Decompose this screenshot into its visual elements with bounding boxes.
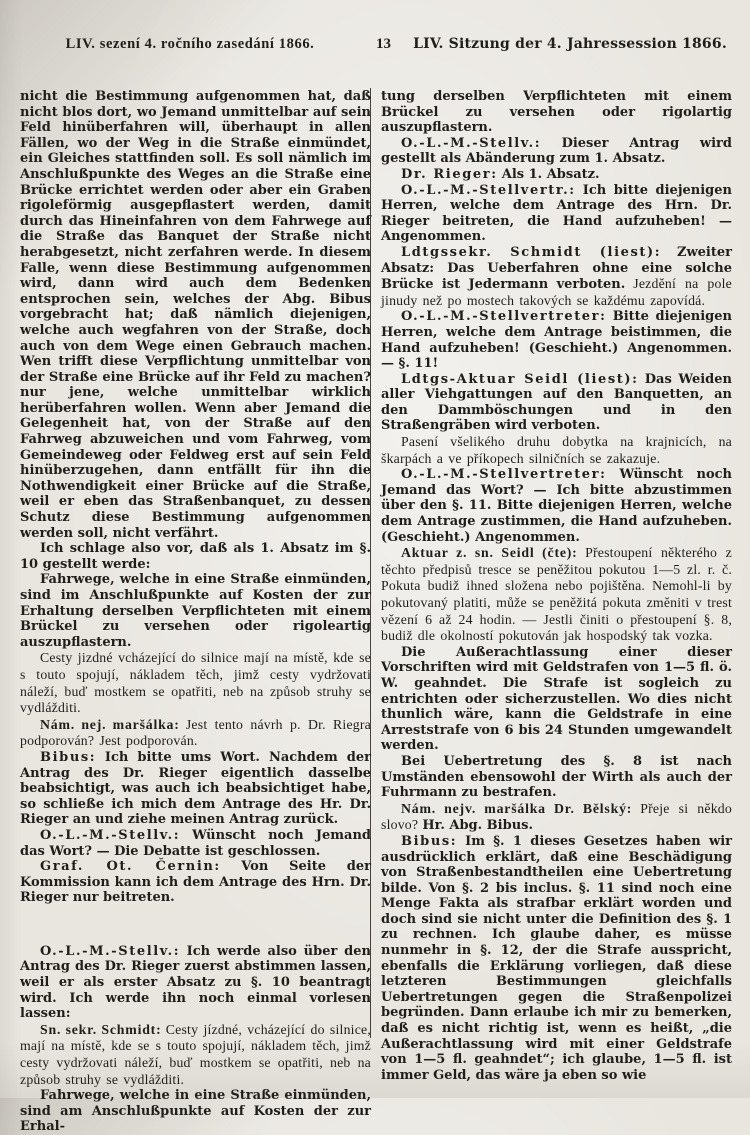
text-segment: Bitte diejenigen Herren, welche dem Antrage beistimmen, die Hand aufzuheben! (Geschieht.) Angenommen. — §. 11! bbox=[381, 309, 732, 372]
text-segment: Von Seite der Kommission kann ich dem Antrage des Hrn. Dr. Rieger nur beitreten. bbox=[20, 859, 371, 906]
text-segment: Fahrwege, welche in eine Straße einmünden, sind im Anschlußpunkte auf Kosten der zur Erhaltung derselben Verpflichteten mit einem Brückel zu versehen oder rigoleartig auszupflastern. bbox=[20, 572, 371, 650]
text-segment: Přeje si někdo slovo? bbox=[381, 800, 733, 833]
paragraph bbox=[381, 309, 732, 371]
paragraph bbox=[20, 89, 371, 541]
text-segment: Wünscht noch Jemand das Wort? — Die Debatte ist geschlossen. bbox=[20, 827, 371, 859]
text-segment: Ich bitte diejenigen Herren, welche dem Antrage des Hrn. Dr. Rieger beitreten, die Hand aufzuheben! — Angenommen. bbox=[381, 182, 732, 245]
speaker-name: Ldtgs-Aktuar Seidl (liest): bbox=[401, 371, 639, 387]
text-segment: Fahrwege, welche in eine Straße einmünden, sind am Anschlußpunkte auf Kosten der zur Erhal- bbox=[20, 1088, 371, 1135]
paragraph bbox=[20, 944, 371, 1022]
paragraph bbox=[20, 828, 371, 859]
text-segment: Dieser Antrag wird gestellt als Abänderung zum 1. Absatz. bbox=[381, 135, 732, 167]
paragraph bbox=[381, 183, 732, 245]
speaker-name: O.-L.-M.-Stellv.: bbox=[401, 135, 542, 151]
paragraph bbox=[20, 541, 371, 572]
text-segment: Jezdění na pole jinudy než po mostech takových se každému zapovídá. bbox=[381, 276, 732, 308]
speaker-name: Bibus: bbox=[40, 749, 97, 765]
paragraph bbox=[381, 801, 732, 834]
right-column bbox=[381, 89, 732, 1135]
left-column bbox=[20, 89, 371, 1135]
speaker-name: Nám. nejv. maršálka Dr. Bělský: bbox=[401, 800, 633, 816]
speaker-name: Aktuar z. sn. Seidl (čte): bbox=[401, 545, 578, 561]
paragraph bbox=[20, 1022, 371, 1088]
speaker-name: Nám. nej. maršálka: bbox=[40, 716, 180, 732]
text-segment: Ich schlage also vor, daß als 1. Absatz im §. 10 gestellt werde: bbox=[20, 541, 371, 572]
paragraph bbox=[381, 834, 732, 1084]
text-segment: Cesty jizdné vcházející do silnice mají na místě, kde se s touto spojují, nákladem těch, jimž cesty vydržovati náleží, buď mostkem se opatřiti, neb na způsob struhy se vydlážditi. bbox=[20, 650, 371, 716]
text-segment: nicht die Bestimmung aufgenommen hat, daß nicht blos dort, wo Jemand unmittelbar auf sein Feld hinüberfahren will, überhaupt in allen Fällen, wo der Weg in die Straße einmündet, ein Gleiches stattfinden soll. Es soll nämlich im Anschlußpunkte des Weges an die Straße eine Brücke errichtet werden oder aber ein Graben rigoleförmig ausgepflastert werden, damit durch das Hineinfahren von dem Fahrwege auf die Straße das Banquet der Straße nicht herabgesetzt, nicht zerfahren werde. In diesem Falle, wenn diese Bestimmung aufgenommen wird, dann wird auch dem Bedenken entsprochen sein, welches der Abg. Bibus vorgebracht hat; daß nämlich diejenigen, welche auch wegfahren von der Straße, doch auch von dem Wege einen Gebrauch machen. Wen trifft diese Verpflichtung unmittelbar von der Straße eine Brücke auf ihr Feld zu machen? nur jene, welche unmittelbar wirklich herüberfahren wollen. Wenn aber Jemand die Gelegenheit hat, von der Straße auf den Fahrweg abzuweichen und vom Fahrweg, vom Gemeindeweg oder Feldweg erst auf sein Feld hinüberzugehen, dann entfällt für ihn die Nothwendigkeit einer Brücke auf die Straße, weil er eben das Straßenbanquet, zu dessen Schutz diese Bestimmung aufgenommen werden soll, nicht verfährt. bbox=[20, 89, 371, 541]
speaker-name: O.-L.-M.-Stellvertr.: bbox=[401, 182, 576, 198]
text-columns bbox=[20, 89, 732, 1135]
paragraph bbox=[20, 650, 371, 716]
text-segment: Im §. 1 dieses Gesetzes haben wir ausdrücklich erklärt, daß eine Beschädigung von Straßenbestandtheilen eine Uebertretung bilde. Von §. 2 bis inclus. §. 11 sind noch eine Menge Fakta als strafbar erklärt worden und doch sind sie nicht unter die Definition des §. 1 zu rechnen. Ich glaube daher, es müsse nunmehr in §. 12, der die Strafe ausspricht, ebenfalls die Erklärung vorliegen, daß diese letzteren Bestimmungen gleichfalls Uebertretungen gegen die Straßenpolizei begründen. Dann erlaube ich mir zu bemerken, daß es nicht richtig ist, wenn es heißt, „die Außerachtlassung wird mit einer Geldstrafe von 1—5 fl. geahndet“; ich glaube, 1—5 fl. ist immer Geld, das wäre ja eben so wie bbox=[381, 833, 732, 1083]
paragraph bbox=[20, 572, 371, 650]
paragraph bbox=[381, 245, 732, 309]
paragraph bbox=[381, 645, 732, 754]
paragraph bbox=[20, 717, 371, 750]
speaker-name: Dr. Rieger: bbox=[401, 166, 498, 182]
header-right-title: LIV. Sitzung der 4. Jahressession 1866. bbox=[413, 36, 727, 52]
text-segment: Ich bitte ums Wort. Nachdem der Antrag des Dr. Rieger eigentlich dasselbe beabsichtigt, was auch ich beabsichtiget habe, so schließe ich mich dem Antrage des Hr. Dr. Rieger an und ziehe meinen Antrag zurück. bbox=[20, 749, 371, 828]
text-segment: Das Weiden aller Viehgattungen auf den Banquetten, an den Dammböschungen und in den Straßengräben wird verboten. bbox=[381, 371, 732, 434]
text-segment: tung derselben Verpflichteten mit einem Brückel zu versehen oder rigolartig auszupflastern. bbox=[381, 89, 732, 136]
paragraph bbox=[381, 167, 732, 183]
paragraph bbox=[381, 136, 732, 167]
speaker-name: Bibus: bbox=[401, 833, 458, 849]
text-segment: Bei Uebertretung des §. 8 ist nach Umständen ebensowohl der Wirth als auch der Fuhrmann zu bestrafen. bbox=[381, 753, 732, 801]
text-segment: Pasení všelikého druhu dobytka na krajnicích, na škarpách a ve příkopech silničních se zakazuje. bbox=[381, 434, 732, 466]
page-number: 13 bbox=[376, 36, 391, 52]
speaker-name: Sn. sekr. Schmidt: bbox=[40, 1021, 162, 1037]
paragraph bbox=[20, 1088, 371, 1135]
paragraph bbox=[20, 859, 371, 906]
speaker-name: Graf. Ot. Černin: bbox=[40, 859, 221, 875]
speaker-name: O.-L.-M.-Stellv.: bbox=[40, 943, 181, 959]
text-segment: Přestoupení některého z těchto předpisů tresce se peněžitou pokutou 1—5 zl. r. č. Pokuta budiž ihned složena nebo pojištěna. Nemohl-li by pokutovaný platiti, může se peněžitá pokuta změniti v trest vězení 6 až 24 hodin. — Jestli činiti o přestoupení §. 8, budiž dle okolností pokutován jak hospodský tak vozka. bbox=[381, 545, 732, 644]
paragraph bbox=[381, 372, 732, 434]
text-segment: Hr. Abg. Bibus. bbox=[422, 818, 533, 834]
speaker-name: O.-L.-M.-Stellvertreter: bbox=[401, 467, 607, 483]
header-left-title: LIV. sezení 4. ročního zasedání 1866. bbox=[65, 36, 315, 52]
paragraph bbox=[381, 467, 732, 545]
paragraph bbox=[381, 434, 732, 467]
text-segment: Cesty jízdné, vcházející do silnice, mají na místě, kde se s touto spojují, nákladem těch, jimž cesty vydržovati náleží, buď mostkem se opatřiti, neb na způsob struhy se vydlážditi. bbox=[20, 1021, 372, 1087]
speaker-name: O.-L.-M.-Stellvertreter: bbox=[401, 309, 607, 325]
text-segment: Ich werde also über den Antrag des Dr. Rieger zuerst abstimmen lassen, weil er als erster Absatz zu §. 10 beantragt wird. Ich werde ihn noch einmal vorlesen lassen: bbox=[20, 943, 371, 1022]
paragraph bbox=[381, 89, 732, 136]
text-segment: Jest tento návrh p. Dr. Riegra podporován? Jest podporován. bbox=[20, 716, 371, 749]
speaker-name: O.-L.-M.-Stellv.: bbox=[40, 827, 181, 843]
text-segment: Die Außerachtlassung einer dieser Vorschriften wird mit Geldstrafen von 1—5 fl. ö. W. geahndet. Die Strafe ist sogleich zu entrichten oder sicherzustellen. Wo dies nicht thunlich wäre, kann die Geldstrafe in eine Arreststrafe von 6 bis 24 Stunden umgewandelt werden. bbox=[381, 644, 732, 754]
text-segment: Zweiter Absatz: Das Ueberfahren ohne eine solche Brücke ist Jedermann verboten. bbox=[381, 244, 732, 293]
text-segment: Wünscht noch Jemand das Wort? — Ich bitte abzustimmen über den §. 11. Bitte diejenigen Herren, welche dem Antrage zustimmen, die Hand aufzuheben. (Geschieht.) Angenommen. bbox=[381, 467, 732, 545]
paragraph bbox=[20, 750, 371, 828]
speaker-name: Ldtgssekr. Schmidt (liest): bbox=[401, 244, 662, 260]
paragraph bbox=[381, 754, 732, 801]
text-segment: Als 1. Absatz. bbox=[501, 166, 600, 182]
paragraph bbox=[381, 545, 732, 645]
